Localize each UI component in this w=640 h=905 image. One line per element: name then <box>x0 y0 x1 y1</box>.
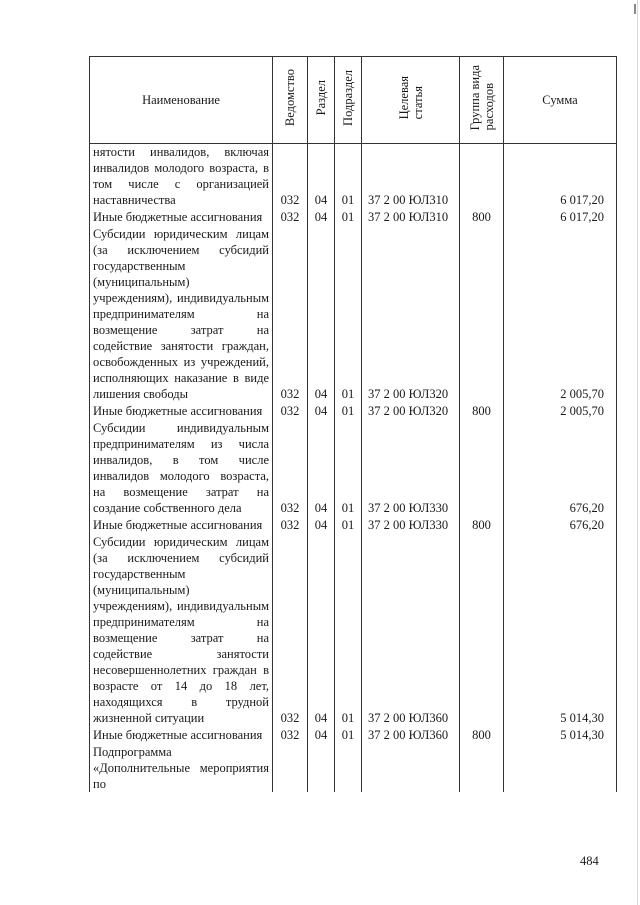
row-group <box>460 144 504 210</box>
row-sum: 2 005,70 <box>504 403 617 420</box>
row-group: 800 <box>460 727 504 744</box>
row-vedomstvo: 032 <box>273 403 308 420</box>
row-group: 800 <box>460 517 504 534</box>
table-row <box>90 420 617 517</box>
row-vedomstvo: 032 <box>273 226 308 403</box>
row-sum: 5 014,30 <box>504 534 617 727</box>
row-name: Иные бюджетные ассигнования <box>90 209 273 226</box>
row-podrazdel: 01 <box>335 403 362 420</box>
header-group <box>460 57 504 144</box>
row-podrazdel: 01 <box>335 727 362 744</box>
row-name: Иные бюджетные ассигнования <box>90 403 273 420</box>
row-name: Субсидии юридическим лицам (за исключением субсидий государственным (муниципальным) учреждениям), индивидуальным предпринимателям на возмещение затрат на содействие занятости несовершеннолетних граждан в возрасте от 14 до 18 лет, находящихся в трудной жизненной ситуации <box>90 534 273 727</box>
row-name: Иные бюджетные ассигнования <box>90 727 273 744</box>
header-name <box>90 57 273 144</box>
row-razdel <box>308 744 335 792</box>
header-sum <box>504 57 617 144</box>
header-podrazdel-label: Подраздел <box>341 70 355 126</box>
row-target: 37 2 00 ЮЛ310 <box>362 209 460 226</box>
header-name-label: Наименование <box>142 93 220 107</box>
row-podrazdel: 01 <box>335 226 362 403</box>
row-name: Субсидии юридическим лицам (за исключением субсидий государственным (муниципальным) учреждениям), индивидуальным предпринимателям на возмещение затрат на содействие занятости граждан, освобожденных из учреждений, исполняющих наказание в виде лишения свободы <box>90 226 273 403</box>
row-podrazdel: 01 <box>335 420 362 517</box>
row-group <box>460 420 504 517</box>
row-podrazdel: 01 <box>335 209 362 226</box>
row-vedomstvo: 032 <box>273 144 308 210</box>
row-target: 37 2 00 ЮЛ320 <box>362 403 460 420</box>
row-sum <box>504 744 617 792</box>
row-group <box>460 744 504 792</box>
row-target: 37 2 00 ЮЛ310 <box>362 144 460 210</box>
row-sum: 676,20 <box>504 420 617 517</box>
table-header-row <box>90 57 617 144</box>
page-number: 484 <box>580 854 599 868</box>
header-razdel <box>308 57 335 144</box>
row-podrazdel <box>335 744 362 792</box>
row-group <box>460 534 504 727</box>
row-razdel: 04 <box>308 209 335 226</box>
header-podrazdel <box>335 57 362 144</box>
row-vedomstvo: 032 <box>273 420 308 517</box>
row-name: Субсидии индивидуальным предпринимателям из числа инвалидов, в том числе инвалидов молодого возраста, на возмещение затрат на создание собственного дела <box>90 420 273 517</box>
header-sum-label: Сумма <box>542 93 578 107</box>
header-group-label-2: расходов <box>481 83 496 131</box>
table-row <box>90 517 617 534</box>
scan-edge <box>637 0 638 905</box>
budget-table <box>89 56 617 792</box>
header-group-label-1: Группа вида <box>467 65 482 131</box>
row-target: 37 2 00 ЮЛ320 <box>362 226 460 403</box>
row-vedomstvo: 032 <box>273 517 308 534</box>
row-name: Подпрограмма «Дополнительные мероприятия по <box>90 744 273 792</box>
row-group: 800 <box>460 403 504 420</box>
row-sum: 2 005,70 <box>504 226 617 403</box>
row-target <box>362 744 460 792</box>
row-target: 37 2 00 ЮЛ360 <box>362 534 460 727</box>
header-target-label-2: статья <box>410 86 425 120</box>
header-target <box>362 57 460 144</box>
row-target: 37 2 00 ЮЛ330 <box>362 517 460 534</box>
scan-mark <box>634 4 636 14</box>
row-podrazdel: 01 <box>335 534 362 727</box>
table-row <box>90 209 617 226</box>
row-razdel: 04 <box>308 226 335 403</box>
row-razdel: 04 <box>308 727 335 744</box>
row-group <box>460 226 504 403</box>
row-razdel: 04 <box>308 420 335 517</box>
row-razdel: 04 <box>308 403 335 420</box>
row-name: Иные бюджетные ассигнования <box>90 517 273 534</box>
row-vedomstvo: 032 <box>273 534 308 727</box>
row-target: 37 2 00 ЮЛ360 <box>362 727 460 744</box>
table-row <box>90 403 617 420</box>
row-target: 37 2 00 ЮЛ330 <box>362 420 460 517</box>
row-sum: 5 014,30 <box>504 727 617 744</box>
row-sum: 676,20 <box>504 517 617 534</box>
row-name: нятости инвалидов, включая инвалидов молодого возраста, в том числе с организацией наставничества <box>90 144 273 210</box>
table-row <box>90 744 617 792</box>
row-sum: 6 017,20 <box>504 209 617 226</box>
row-vedomstvo: 032 <box>273 727 308 744</box>
table-row <box>90 727 617 744</box>
row-razdel: 04 <box>308 144 335 210</box>
table-row <box>90 226 617 403</box>
header-target-label-1: Целевая <box>396 76 411 120</box>
row-podrazdel: 01 <box>335 144 362 210</box>
header-razdel-label: Раздел <box>314 80 328 116</box>
row-sum: 6 017,20 <box>504 144 617 210</box>
row-vedomstvo: 032 <box>273 209 308 226</box>
row-group: 800 <box>460 209 504 226</box>
table-row <box>90 534 617 727</box>
row-razdel: 04 <box>308 517 335 534</box>
table-row <box>90 144 617 210</box>
row-podrazdel: 01 <box>335 517 362 534</box>
header-vedomstvo <box>273 57 308 144</box>
row-razdel: 04 <box>308 534 335 727</box>
row-vedomstvo <box>273 744 308 792</box>
header-vedomstvo-label: Ведомство <box>283 69 297 127</box>
